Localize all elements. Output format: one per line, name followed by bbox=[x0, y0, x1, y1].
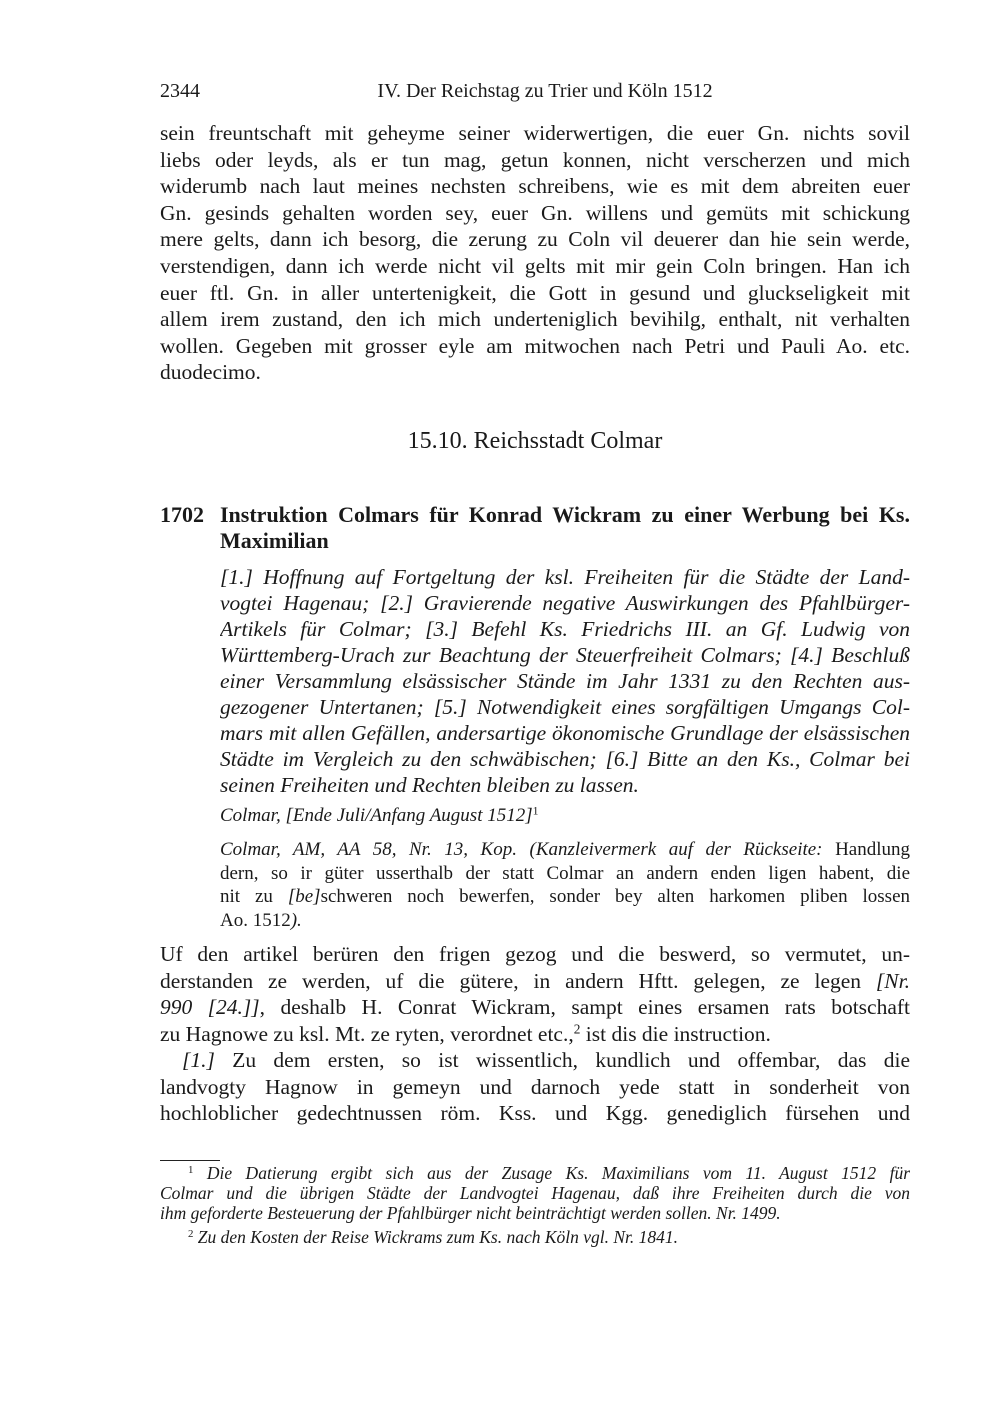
text-segment: allem irem zustand, den ich mich underteniglich bevihilg, enthalt, nit verhalten bbox=[160, 307, 910, 332]
text-segment: Handlung bbox=[835, 839, 910, 860]
body-paragraph bbox=[160, 1047, 910, 1127]
text-line bbox=[160, 941, 910, 968]
footnote-1 bbox=[160, 1163, 910, 1223]
text-line bbox=[160, 1203, 910, 1223]
text-segment: [1.] bbox=[182, 1048, 215, 1072]
letter-closing-paragraph bbox=[160, 120, 910, 386]
text-segment: Ao. 1512 bbox=[220, 909, 291, 931]
running-header bbox=[160, 80, 910, 108]
text-segment: sein freuntschaft mit geheyme seiner widerwertigen, die euer Gn. nichts sovil bbox=[160, 121, 910, 145]
text-segment: wollen. Gegeben mit grosser eyle am mitwochen nach Petri und Pauli Ao. etc. bbox=[160, 333, 910, 358]
text-segment: ist dis die instruction. bbox=[580, 1021, 771, 1046]
text-segment: [be] bbox=[287, 886, 321, 907]
text-line bbox=[220, 746, 910, 772]
page-number: 2344 bbox=[160, 80, 200, 102]
footnote-marker: 1 bbox=[532, 804, 539, 818]
text-segment: duodecimo. bbox=[160, 360, 261, 385]
text-segment: 990 [24.]] bbox=[160, 995, 260, 1020]
date-line bbox=[220, 804, 910, 828]
text-segment: einer Versammlung elsässischer Stände im Jahr 1331 zu den Rechten aus- bbox=[220, 669, 910, 693]
document-number: 1702 bbox=[160, 502, 204, 527]
text-line bbox=[220, 838, 910, 862]
text-segment: [Nr. bbox=[875, 968, 910, 993]
body-paragraph bbox=[160, 941, 910, 1047]
text-line bbox=[160, 968, 910, 995]
footnote-rule bbox=[160, 1160, 220, 1161]
document-title-line: Maximilian bbox=[220, 528, 329, 553]
running-title: IV. Der Reichstag zu Trier und Köln 1512 bbox=[377, 80, 713, 102]
text-segment: Württemberg-Urach zur Beachtung der Steuerfreiheit Colmars; [4.] Beschluß bbox=[220, 643, 910, 667]
text-line bbox=[220, 590, 910, 616]
text-line bbox=[160, 1021, 910, 1048]
text-segment: zu Hagnowe zu ksl. Mt. ze ryten, verordnet etc., bbox=[160, 1021, 574, 1046]
footnote-2 bbox=[160, 1227, 910, 1247]
text-segment: vogtei Hagenau; [2.] Gravierende negative Auswirkungen des Pfahlbürger- bbox=[220, 591, 910, 615]
text-line bbox=[220, 564, 910, 590]
text-line bbox=[160, 173, 910, 200]
text-segment: gezogener Untertanen; [5.] Notwendigkeit eines sorgfältigen Umgangs Col- bbox=[220, 695, 910, 719]
text-line bbox=[160, 1183, 910, 1203]
text-segment: mere gelts, dann ich besorg, die zerung zu Coln vil deuerer dan hie sein werde, bbox=[160, 227, 910, 252]
text-segment: euer ftl. Gn. in aller untertenigkeit, die Gott in gesund und gluckseligkeit mit bbox=[160, 280, 910, 305]
text-segment: Gn. gesinds gehalten worden sey, euer Gn. willens und gemüts mit schickung bbox=[160, 200, 910, 225]
text-line bbox=[160, 280, 910, 307]
text-line bbox=[220, 616, 910, 642]
footnote-marker: 2 bbox=[573, 1021, 581, 1037]
section-heading: 15.10. Reichsstadt Colmar bbox=[407, 428, 663, 454]
text-segment: Colmar, AM, AA 58, Nr. 13, Kop. (Kanzleivermerk auf der Rückseite: bbox=[220, 839, 836, 860]
text-segment: verstendigen, dann ich werde nicht vil gelts mit mir gein Coln bringen. Han ich bbox=[160, 253, 910, 278]
text-segment: Zu dem ersten, so ist wissentlich, kundlich und offembar, das die bbox=[214, 1048, 910, 1072]
text-line bbox=[160, 253, 910, 280]
text-line bbox=[160, 147, 910, 174]
text-segment: ). bbox=[290, 909, 302, 931]
text-line bbox=[220, 668, 910, 694]
text-line bbox=[220, 909, 910, 933]
text-segment: Die Datierung ergibt sich aus der Zusage Ks. Maximilians vom 11. August 1512 für bbox=[193, 1163, 910, 1183]
text-line bbox=[160, 1227, 910, 1247]
text-segment: Städte im Vergleich zu den schwäbischen; [6.] Bitte an den Ks., Colmar bei bbox=[220, 747, 910, 771]
text-segment: nit zu bbox=[220, 886, 288, 907]
text-segment: liebs oder leyds, als er tun mag, getun konnen, nicht verscherzen und mich bbox=[160, 147, 910, 172]
text-segment: dern, so ir güter usserthalb der statt Colmar an andern enden ligen habent, die bbox=[220, 862, 910, 884]
text-line bbox=[160, 333, 910, 360]
text-line bbox=[160, 1100, 910, 1127]
document-title bbox=[220, 502, 910, 554]
text-segment: hochloblicher gedechtnussen röm. Kss. und Kgg. genediglich fürsehen und bbox=[160, 1101, 910, 1126]
text-line bbox=[160, 200, 910, 227]
text-segment: landvogty Hagnow in gemeyn und darnoch yede statt in sonderheit von bbox=[160, 1074, 910, 1099]
text-segment: seinen Freiheiten und Rechten bleiben zu lassen. bbox=[220, 773, 639, 797]
text-line bbox=[220, 862, 910, 886]
text-segment: widerumb nach laut meines nechsten schreibens, wie es mit dem abreiten euer bbox=[160, 174, 910, 199]
text-segment: Colmar, [Ende Juli/Anfang August 1512] bbox=[220, 805, 533, 826]
text-line bbox=[220, 720, 910, 746]
text-segment: derstanden ze werden, uf die gütere, in andern Hftt. gelegen, ze legen bbox=[160, 968, 876, 993]
text-segment: [1.] Hoffnung auf Fortgeltung der ksl. Freiheiten für die Städte der Land- bbox=[220, 565, 910, 589]
text-segment: mars mit allen Gefällen, andersartige ökonomische Grundlage der elsässischen bbox=[220, 721, 910, 745]
document-title-line: Instruktion Colmars für Konrad Wickram zu einer Werbung bei Ks. bbox=[220, 502, 910, 527]
text-line bbox=[220, 642, 910, 668]
footnote-marker: 2 bbox=[188, 1228, 194, 1241]
text-segment: schweren noch bewerfen, sonder bey alten harkomen pliben lossen bbox=[320, 886, 910, 907]
text-segment: Zu den Kosten der Reise Wickrams zum Ks. nach Köln vgl. Nr. 1841. bbox=[193, 1227, 679, 1247]
text-line bbox=[160, 1047, 910, 1074]
text-segment: Artikels für Colmar; [3.] Befehl Ks. Friedrichs III. an Gf. Ludwig von bbox=[220, 617, 910, 641]
text-line bbox=[160, 1163, 910, 1183]
text-segment: , deshalb H. Conrat Wickram, sampt eines ersamen rats botschaft bbox=[259, 995, 910, 1020]
text-line bbox=[160, 226, 910, 253]
text-line bbox=[160, 994, 910, 1021]
footnote-marker: 1 bbox=[188, 1164, 194, 1177]
text-line bbox=[220, 885, 910, 909]
text-line bbox=[160, 306, 910, 333]
text-line bbox=[220, 694, 910, 720]
text-segment: Uf den artikel berüren den frigen gezog und die beswerd, so vermutet, un- bbox=[160, 942, 910, 966]
source-note bbox=[220, 838, 910, 932]
text-segment: Colmar und die übrigen Städte der Landvogtei Hagenau, daß ihre Freiheiten durch die von bbox=[160, 1183, 910, 1203]
text-line bbox=[220, 804, 910, 828]
text-line bbox=[220, 772, 910, 798]
text-line bbox=[160, 1074, 910, 1101]
text-line bbox=[160, 120, 910, 147]
regest-summary bbox=[220, 564, 910, 798]
text-segment: ihm geforderte Besteuerung der Pfahlbürger nicht beinträchtigt werden sollen. Nr. 1499. bbox=[160, 1203, 781, 1223]
text-line bbox=[160, 359, 910, 386]
